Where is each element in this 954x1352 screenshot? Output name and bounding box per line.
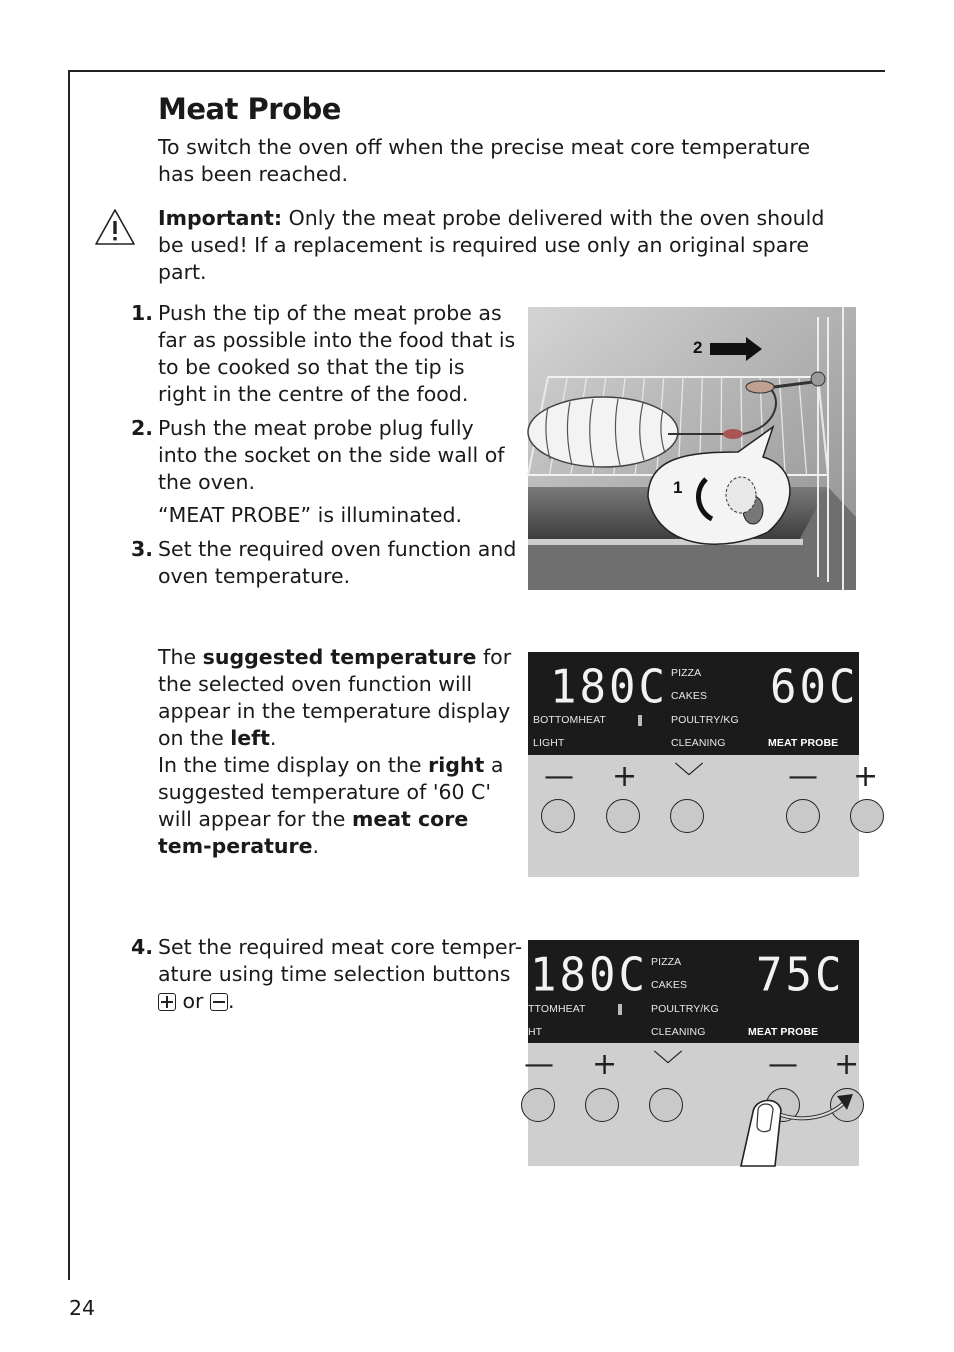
suggested-temperature-paragraph bbox=[158, 644, 523, 860]
step-2 bbox=[131, 415, 518, 496]
meat-core-temperature-display: 60C bbox=[770, 660, 859, 715]
function-label-bottomheat: TTOMHEAT bbox=[528, 1003, 586, 1015]
function-select-button[interactable] bbox=[670, 799, 704, 833]
function-label-cleaning: CLEANING bbox=[671, 737, 726, 749]
important-note bbox=[158, 205, 848, 286]
step-text: Push the tip of the meat probe as far as possible into the food that is to be cooked so that the tip is right in the centre of the food. bbox=[158, 301, 516, 406]
temp-plus-button[interactable] bbox=[585, 1088, 619, 1122]
function-label-bottomheat: BOTTOMHEAT bbox=[533, 714, 606, 726]
display-screen bbox=[528, 652, 859, 755]
step-1 bbox=[131, 300, 518, 408]
intro-paragraph: To switch the oven off when the precise meat core temperature has been reached. bbox=[158, 135, 811, 186]
text-run: a suggested temperature of '60 C' will appear for the bbox=[158, 753, 504, 831]
meat-probe-illuminated-note: “MEAT PROBE” is illuminated. bbox=[158, 503, 462, 527]
meat-core-temperature-display: 75C bbox=[756, 948, 845, 1003]
plus-icon: + bbox=[853, 759, 879, 794]
page-title: Meat Probe bbox=[158, 92, 341, 126]
step-number: 3. bbox=[131, 537, 154, 561]
temp-plus-button[interactable] bbox=[606, 799, 640, 833]
text-run: . bbox=[312, 834, 320, 858]
function-label-poultry: POULTRY/KG bbox=[651, 1003, 719, 1015]
page-number: 24 bbox=[69, 1296, 96, 1320]
text-run: In the time display on the bbox=[158, 753, 429, 777]
minus-icon: — bbox=[768, 1047, 798, 1082]
plus-icon: + bbox=[592, 1047, 618, 1082]
minus-icon: — bbox=[524, 1047, 554, 1082]
text-run: . bbox=[269, 726, 277, 750]
plus-icon: + bbox=[612, 759, 638, 794]
display-screen bbox=[528, 940, 859, 1043]
step-4 bbox=[131, 934, 523, 1015]
important-text: Only the meat probe delivered with the oven should be used! If a replacement is required use only an original spare part. bbox=[158, 206, 825, 284]
warning-triangle-icon bbox=[94, 207, 136, 247]
minus-icon: — bbox=[544, 759, 574, 794]
indicator-bar bbox=[618, 1004, 622, 1015]
function-label-poultry: POULTRY/KG bbox=[671, 714, 739, 726]
finger-press-icon bbox=[733, 1090, 859, 1166]
step-text: Set the required oven function and oven temperature. bbox=[158, 537, 517, 588]
text-run: The bbox=[158, 645, 203, 669]
step-3 bbox=[131, 536, 518, 590]
indicator-bar bbox=[638, 715, 642, 726]
plus-button-icon bbox=[158, 993, 176, 1011]
step-number: 1. bbox=[131, 301, 154, 325]
bold-run: left bbox=[230, 726, 270, 750]
top-margin-rule bbox=[68, 70, 885, 72]
function-label-light: HT bbox=[528, 1026, 543, 1038]
function-label-light: LIGHT bbox=[533, 737, 565, 749]
function-label-pizza: PIZZA bbox=[651, 956, 682, 968]
minus-icon: — bbox=[788, 759, 818, 794]
step-text: Set the required meat core temper-ature using time selection buttons bbox=[158, 935, 523, 986]
step-text: Push the meat probe plug fully into the socket on the side wall of the oven. bbox=[158, 416, 505, 494]
arrow-label-2: 2 bbox=[693, 338, 703, 357]
step-text: or bbox=[176, 989, 211, 1013]
meat-probe-indicator: MEAT PROBE bbox=[768, 737, 839, 749]
time-plus-button[interactable] bbox=[850, 799, 884, 833]
time-minus-button[interactable] bbox=[786, 799, 820, 833]
important-label: Important: bbox=[158, 206, 283, 230]
oven-meat-probe-illustration bbox=[528, 307, 856, 590]
temp-minus-button[interactable] bbox=[541, 799, 575, 833]
text-run: for the selected oven function will appear in the temperature display on the bbox=[158, 645, 512, 750]
bold-run: suggested temperature bbox=[202, 645, 477, 669]
meat-probe-indicator: MEAT PROBE bbox=[748, 1026, 819, 1038]
oven-temperature-display: 180C bbox=[530, 948, 648, 1003]
bold-run: right bbox=[428, 753, 485, 777]
step-number: 4. bbox=[131, 935, 154, 959]
step-number: 2. bbox=[131, 416, 154, 440]
function-label-cakes: CAKES bbox=[671, 690, 708, 702]
plus-icon: + bbox=[834, 1047, 860, 1082]
arrow-label-1: 1 bbox=[673, 478, 683, 497]
step-text: . bbox=[228, 989, 235, 1013]
oven-temperature-display: 180C bbox=[550, 660, 668, 715]
control-panel-adjust bbox=[524, 940, 860, 1166]
left-margin-rule bbox=[68, 70, 70, 1280]
function-label-cakes: CAKES bbox=[651, 979, 688, 991]
temp-minus-button[interactable] bbox=[521, 1088, 555, 1122]
function-select-button[interactable] bbox=[649, 1088, 683, 1122]
control-panel-suggested bbox=[528, 652, 879, 877]
chevron-down-icon: ﹀ bbox=[653, 1049, 683, 1084]
bold-run: meat core tem-perature bbox=[158, 807, 469, 858]
function-label-cleaning: CLEANING bbox=[651, 1026, 706, 1038]
chevron-down-icon: ﹀ bbox=[674, 761, 704, 796]
minus-button-icon bbox=[210, 993, 228, 1011]
function-label-pizza: PIZZA bbox=[671, 667, 702, 679]
